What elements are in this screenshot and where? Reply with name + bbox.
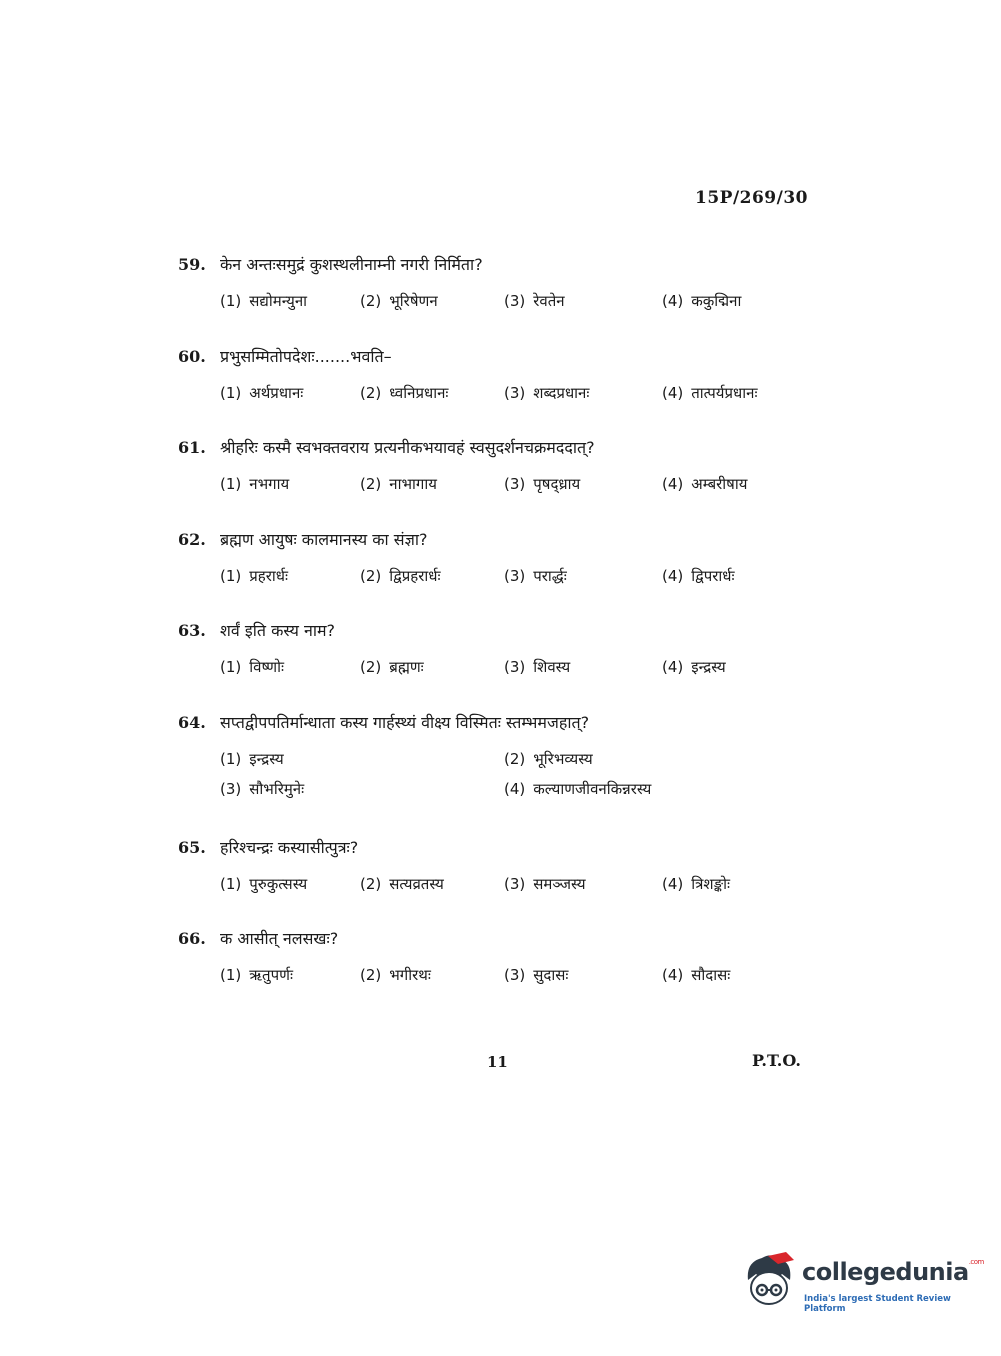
question-text: प्रभुसम्मितोपदेशः.......भवति– (220, 347, 392, 366)
option-3: (3) रेवतेन (504, 292, 565, 310)
option-1: (1) अर्थप्रधानः (220, 384, 304, 402)
option-2: (2) ब्रह्मणः (360, 658, 424, 676)
question-text: केन अन्तःसमुद्रं कुशस्थलीनाम्नी नगरी निर्मिता? (220, 255, 483, 274)
logo-mascot-icon (742, 1250, 800, 1308)
question-text: ब्रह्मण आयुषः कालमानस्य का संज्ञा? (220, 530, 428, 549)
logo-wordmark: collegedunia$^{.com}$ (802, 1258, 984, 1286)
option-1: (1) सद्योमन्युना (220, 292, 308, 310)
option-2: (2) भूरिभव्यस्य (504, 750, 593, 768)
option-2: (2) नाभागाय (360, 475, 437, 493)
logo-suffix: .com (968, 1258, 984, 1266)
option-3: (3) सुदासः (504, 966, 569, 984)
option-3: (3) शिवस्य (504, 658, 571, 676)
option-3: (3) सौभरिमुनेः (220, 780, 305, 798)
question-number: 63. (178, 621, 206, 640)
option-3: (3) समञ्जस्य (504, 875, 586, 893)
option-4: (4) त्रिशङ्कोः (662, 875, 731, 893)
question-59 (178, 253, 818, 319)
option-4: (4) इन्द्रस्य (662, 658, 726, 676)
option-1: (1) प्रहरार्धः (220, 567, 289, 585)
option-1: (1) ऋतुपर्णः (220, 966, 293, 984)
option-4: (4) तात्पर्यप्रधानः (662, 384, 758, 402)
question-number: 65. (178, 838, 206, 857)
option-4: (4) सौदासः (662, 966, 731, 984)
question-61 (178, 436, 818, 502)
paper-code: 15P/269/30 (695, 188, 809, 208)
question-64 (178, 711, 818, 803)
question-number: 59. (178, 255, 206, 274)
logo-tagline: India's largest Student Review Platform (804, 1294, 951, 1314)
question-65 (178, 836, 818, 902)
question-62 (178, 528, 818, 594)
question-number: 60. (178, 347, 206, 366)
option-4: (4) अम्बरीषाय (662, 475, 748, 493)
question-text: क आसीत् नलसखः? (220, 929, 339, 948)
question-text: शर्वं इति कस्य नाम? (220, 621, 336, 640)
question-text: श्रीहरिः कस्मै स्वभक्तवराय प्रत्यनीकभयावहं स्वसुदर्शनचक्रमददात्? (220, 438, 595, 457)
question-66 (178, 927, 818, 993)
option-4: (4) कल्याणजीवनकिन्नरस्य (504, 780, 652, 798)
option-3: (3) पृषद्ध्राय (504, 475, 581, 493)
question-number: 64. (178, 713, 206, 732)
option-2: (2) भगीरथः (360, 966, 431, 984)
option-1: (1) नभगाय (220, 475, 290, 493)
question-number: 66. (178, 929, 206, 948)
question-text: सप्तद्वीपपतिर्मान्धाता कस्य गार्हस्थ्यं वीक्ष्य विस्मितः स्तम्भमजहात्? (220, 713, 590, 732)
question-number: 61. (178, 438, 206, 457)
option-4: (4) ककुद्मिना (662, 292, 742, 310)
question-number: 62. (178, 530, 206, 549)
question-60 (178, 345, 818, 411)
collegedunia-logo (742, 1250, 984, 1320)
pto-label: P.T.O. (752, 1051, 801, 1070)
option-1: (1) पुरुकुत्सस्य (220, 875, 308, 893)
question-63 (178, 619, 818, 685)
option-1: (1) इन्द्रस्य (220, 750, 284, 768)
option-2: (2) ध्वनिप्रधानः (360, 384, 449, 402)
option-4: (4) द्विपरार्धः (662, 567, 735, 585)
option-2: (2) भूरिषेणन (360, 292, 438, 310)
option-2: (2) सत्यव्रतस्य (360, 875, 444, 893)
option-3: (3) शब्दप्रधानः (504, 384, 590, 402)
option-3: (3) परार्द्धः (504, 567, 567, 585)
option-2: (2) द्विप्रहरार्धः (360, 567, 441, 585)
option-1: (1) विष्णोः (220, 658, 285, 676)
page-number: 11 (487, 1053, 508, 1071)
question-text: हरिश्चन्द्रः कस्यासीत्पुत्रः? (220, 838, 359, 857)
